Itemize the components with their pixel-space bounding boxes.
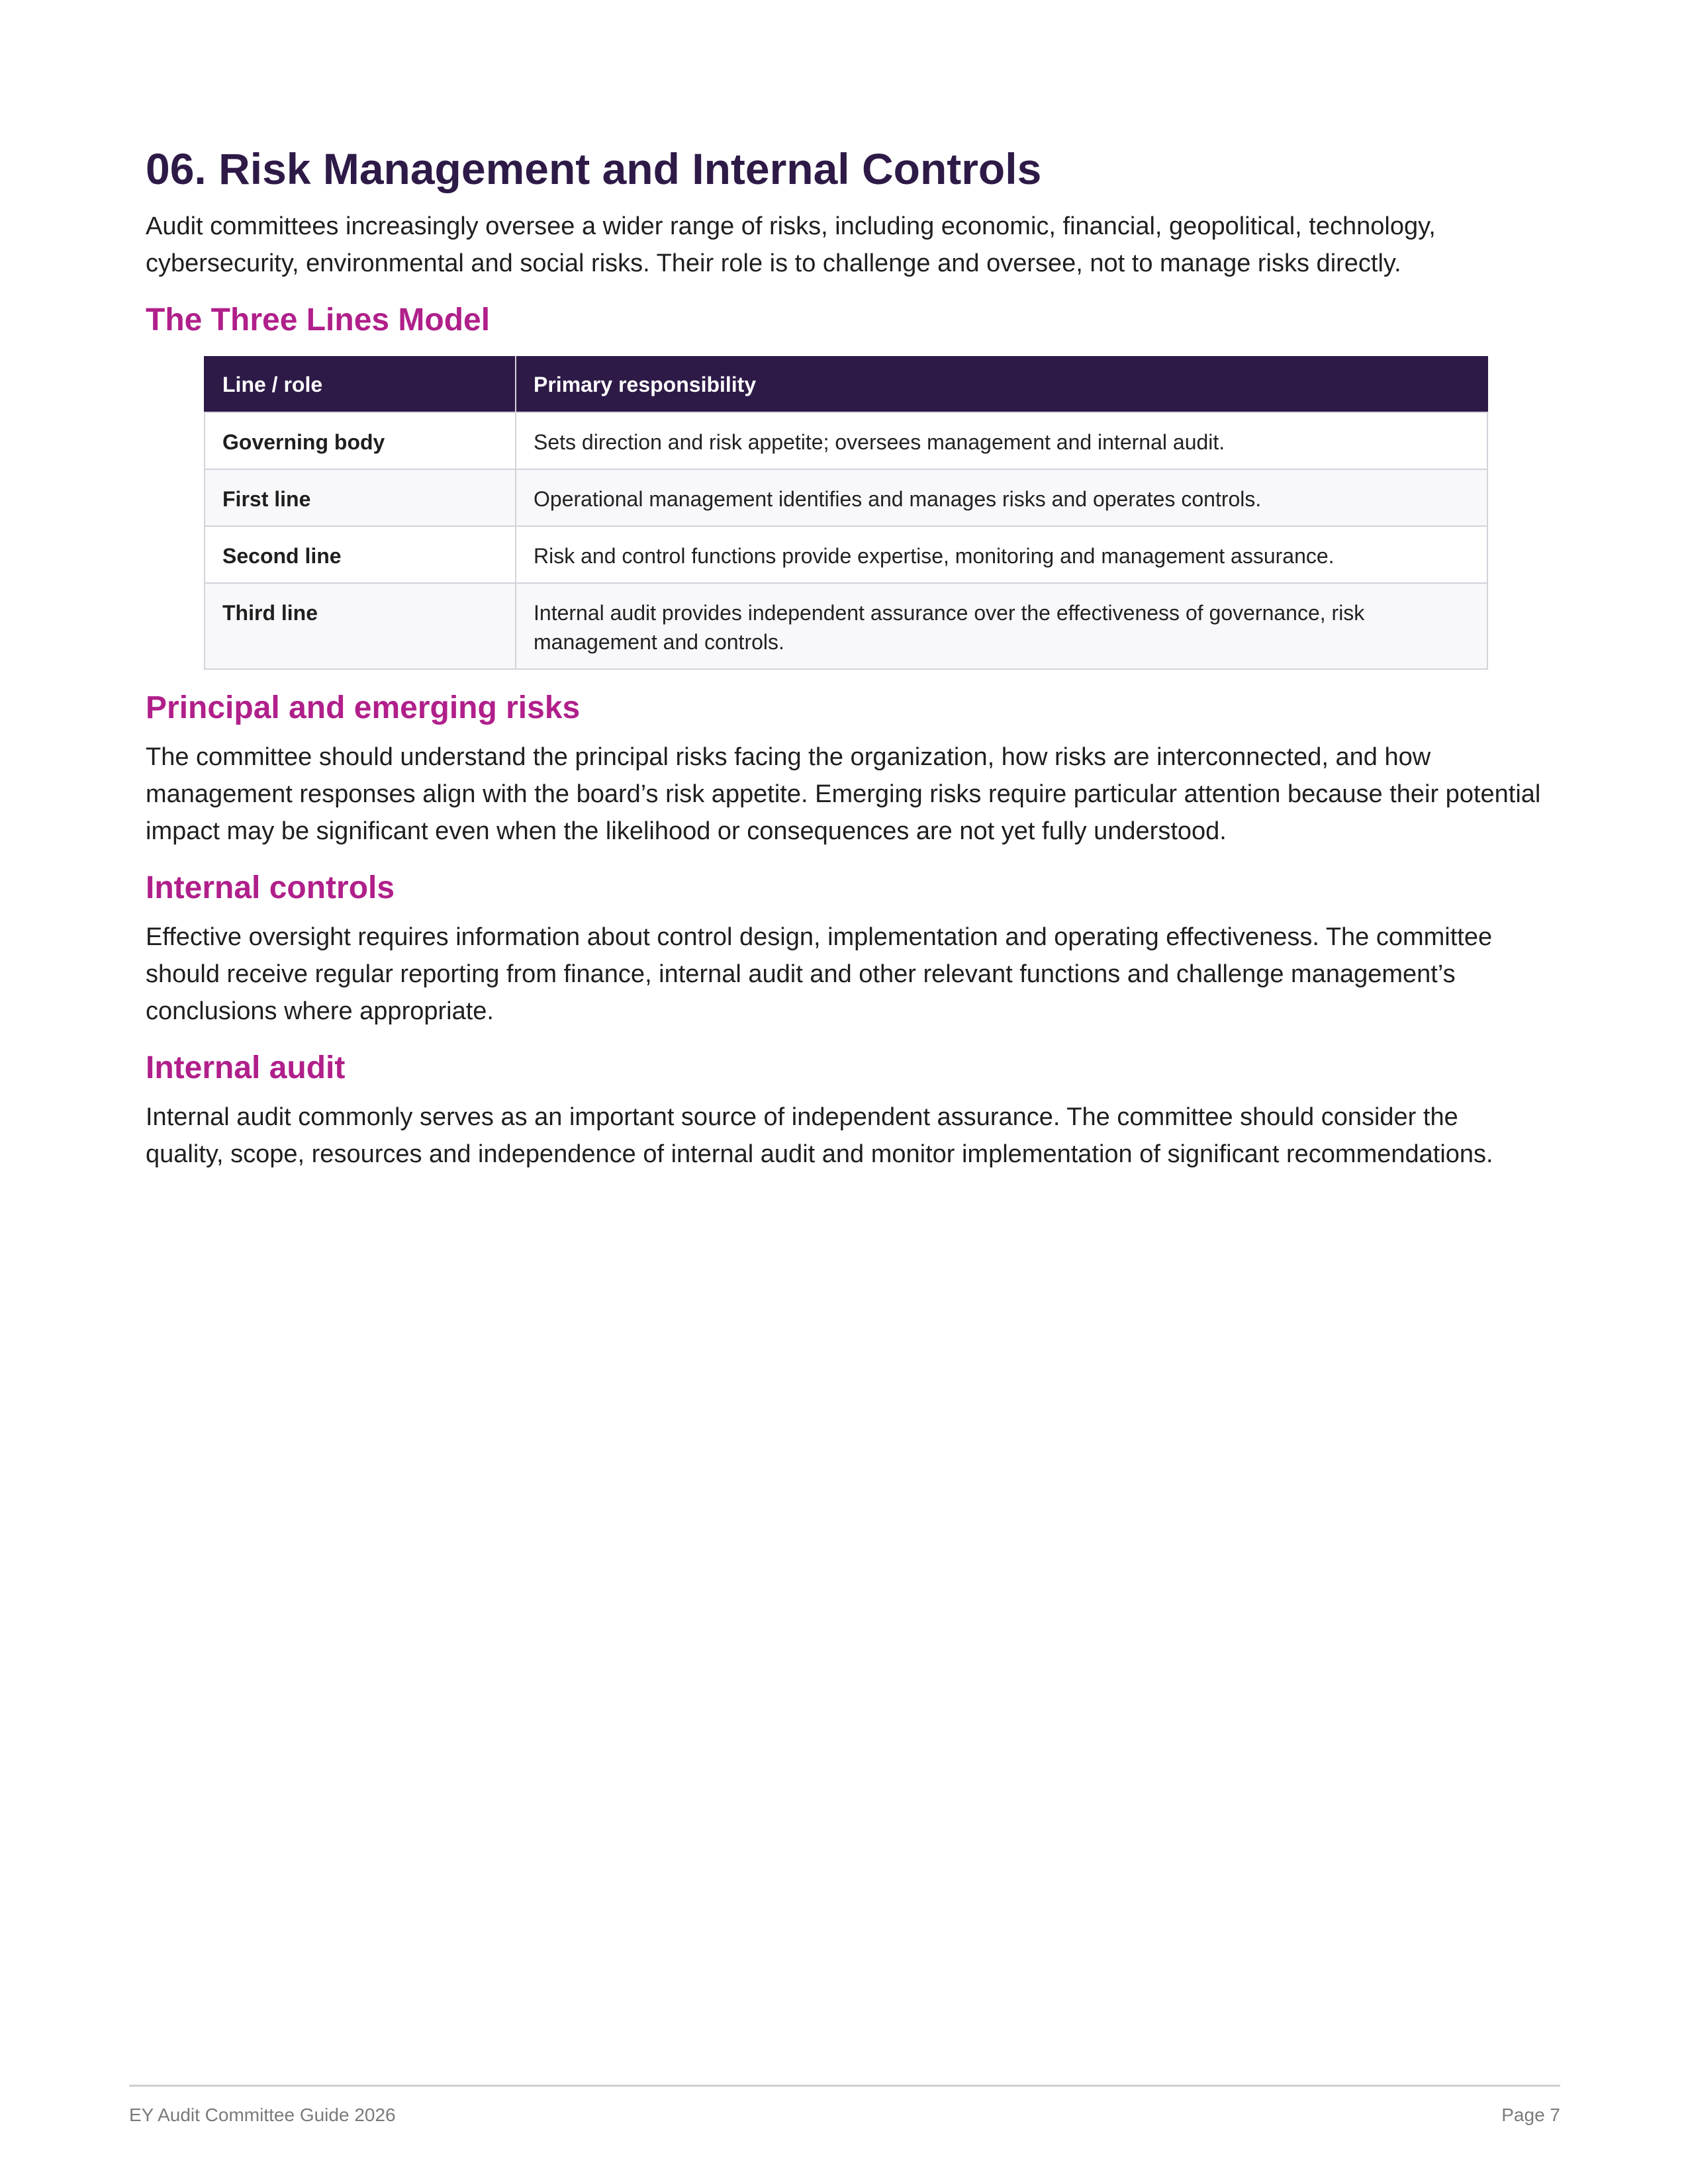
intro-paragraph: Audit committees increasingly oversee a wider range of risks, including economic, financial, geopolitical, technology, cybersecurity, environmental and social risks. Their role is to challenge and oversee, not to manage risks directly. (146, 212, 1436, 277)
column-header-line-role: Line / role (205, 357, 516, 412)
line-name-cell: Second line (205, 526, 516, 583)
line-name-cell: Governing body (205, 412, 516, 469)
responsibility-cell: Sets direction and risk appetite; oversees management and internal audit. (516, 412, 1487, 469)
responsibility-cell: Internal audit provides independent assurance over the effectiveness of governance, risk management and controls. (516, 583, 1487, 669)
internal-audit-paragraph: Internal audit commonly serves as an important source of independent assurance. The committee should consider the quality, scope, resources and independence of internal audit and monitor implementation of significant recommendations. (146, 1103, 1493, 1168)
footer-divider (129, 2085, 1560, 2087)
footer-page-number: Page 7 (1501, 2105, 1560, 2125)
principal-risks-heading: Principal and emerging risks (146, 690, 581, 725)
page-content (146, 139, 1542, 1173)
principal-risks-paragraph: The committee should understand the principal risks facing the organization, how risks are interconnected, and how management responses align with the board’s risk appetite. Emerging risks require particular attention because their potential impact may be significant even when the likelihood or consequences are not yet fully understood. (146, 743, 1541, 845)
responsibility-cell: Risk and control functions provide expertise, monitoring and management assurance. (516, 526, 1487, 583)
footer-document-title: EY Audit Committee Guide 2026 (129, 2105, 396, 2125)
internal-controls-paragraph: Effective oversight requires information about control design, implementation and operating effectiveness. The committee should receive regular reporting from finance, internal audit and other relevant functions and challenge management’s conclusions where appropriate. (146, 923, 1493, 1025)
three-lines-table (204, 356, 1488, 670)
internal-audit-heading: Internal audit (146, 1050, 346, 1085)
column-header-responsibility: Primary responsibility (516, 357, 1487, 412)
line-name-cell: First line (205, 469, 516, 526)
page-title: 06. Risk Management and Internal Controls (146, 144, 1042, 193)
table-row (205, 583, 1487, 669)
internal-controls-heading: Internal controls (146, 870, 395, 905)
three-lines-heading: The Three Lines Model (146, 302, 491, 338)
responsibility-cell: Operational management identifies and manages risks and operates controls. (516, 469, 1487, 526)
table-row (205, 412, 1487, 469)
line-name-cell: Third line (205, 583, 516, 669)
table-header-row (205, 357, 1487, 412)
table-row (205, 526, 1487, 583)
table-row (205, 469, 1487, 526)
